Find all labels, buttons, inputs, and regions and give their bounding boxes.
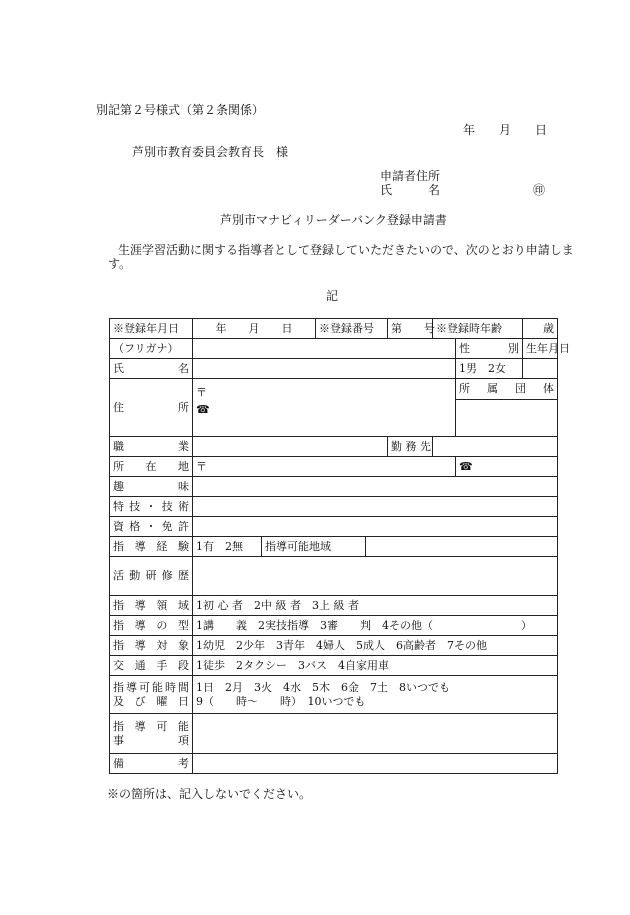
seal-mark: ㊞ — [533, 183, 546, 197]
skills-label: 特技・技術 — [110, 497, 193, 517]
time-label — [110, 676, 193, 714]
footer-note: ※の箇所は、記入しないでください。 — [107, 787, 312, 801]
remarks-label: 備 考 — [110, 754, 193, 774]
birthdate-field[interactable] — [523, 359, 558, 379]
target-options[interactable]: 1幼児 2少年 3青年 4婦人 5成人 6高齢者 7その他 — [193, 636, 558, 656]
hobby-label: 趣 味 — [110, 477, 193, 497]
time-options[interactable] — [193, 676, 558, 714]
reg-age-field[interactable]: 歳 — [523, 319, 558, 339]
occupation-label: 職 業 — [110, 437, 193, 457]
reg-age-label: ※登録時年齢 — [433, 319, 523, 339]
applicant-address-label: 申請者住所 — [380, 169, 441, 183]
experience-options[interactable]: 1有 2無 — [193, 537, 262, 557]
area-label: 指導可能地域 — [262, 537, 366, 557]
affiliation-label: 所 属 団 体 — [456, 379, 558, 400]
available-label-line-1: 指 導 可 能 — [113, 719, 189, 733]
intro-text-line-2: す。 — [108, 257, 132, 271]
form-code: 別記第２号様式（第２条関係） — [96, 103, 265, 117]
address-label: 住 所 — [110, 379, 193, 437]
application-date: 年 月 日 — [463, 123, 548, 137]
skills-field[interactable] — [193, 497, 558, 517]
time-options-line-1: 1日 2月 3火 4水 5木 6金 7土 8いつでも — [196, 680, 450, 694]
postal-mark-icon: 〒 — [196, 459, 207, 473]
applicant-name-label: 氏 名 — [380, 183, 441, 197]
location-phone-field[interactable] — [456, 457, 558, 477]
history-label: 活動研修歴 — [110, 557, 193, 596]
hobby-field[interactable] — [193, 477, 558, 497]
document-title: 芦別市マナビィリーダーバンク登録申請書 — [220, 213, 447, 227]
name-field[interactable] — [193, 359, 456, 379]
transport-label: 交通手段 — [110, 656, 193, 676]
experience-label: 指導経験 — [110, 537, 193, 557]
reg-number-field[interactable]: 第 号 — [388, 319, 433, 339]
available-label — [110, 714, 193, 754]
birthdate-label: 生年月日 — [523, 339, 558, 359]
intro-text-line-1: 生涯学習活動に関する指導者として登録していただきたいので、次のとおり申請しま — [106, 243, 574, 257]
license-label: 資格・免許 — [110, 517, 193, 537]
location-label: 所 在 地 — [110, 457, 193, 477]
furigana-field[interactable] — [193, 339, 456, 359]
area-field[interactable] — [366, 537, 558, 557]
transport-options[interactable]: 1徒歩 2タクシー 3バス 4自家用車 — [193, 656, 558, 676]
reg-date-field[interactable]: 年 月 日 — [193, 319, 316, 339]
workplace-field[interactable] — [433, 437, 558, 457]
license-field[interactable] — [193, 517, 558, 537]
registration-form-table — [109, 318, 570, 774]
ki-heading: 記 — [326, 289, 339, 303]
furigana-label: （フリガナ） — [110, 339, 193, 359]
phone-icon: ☎ — [196, 402, 210, 416]
affiliation-field[interactable] — [456, 400, 558, 437]
target-label: 指導対象 — [110, 636, 193, 656]
time-options-line-2: 9（ 時〜 時） 10いつでも — [196, 694, 366, 708]
time-label-line-1: 指導可能時間 — [113, 680, 189, 694]
reg-number-label: ※登録番号 — [316, 319, 388, 339]
available-label-line-2: 事 項 — [113, 733, 189, 747]
domain-options[interactable]: 1初 心 者 2中 級 者 3上 級 者 — [193, 596, 558, 616]
location-postal-field[interactable] — [193, 457, 456, 477]
type-options[interactable]: 1講 義 2実技指導 3審 判 4その他（ ） — [193, 616, 558, 636]
address-field[interactable] — [193, 379, 456, 437]
occupation-field[interactable] — [193, 437, 388, 457]
available-field[interactable] — [193, 714, 558, 754]
name-label: 氏 名 — [110, 359, 193, 379]
history-field[interactable] — [193, 557, 558, 596]
domain-label: 指導領域 — [110, 596, 193, 616]
phone-icon: ☎ — [459, 459, 473, 473]
type-label: 指導の型 — [110, 616, 193, 636]
workplace-label: 勤 務 先 — [388, 437, 433, 457]
addressee: 芦別市教育委員会教育長 様 — [132, 145, 289, 159]
gender-label: 性 別 — [456, 339, 523, 359]
time-label-line-2: 及 び 曜 日 — [113, 694, 189, 708]
gender-options[interactable]: 1男 2女 — [456, 359, 523, 379]
reg-date-label: ※登録年月日 — [110, 319, 193, 339]
remarks-field[interactable] — [193, 754, 558, 774]
postal-mark-icon: 〒 — [196, 386, 207, 399]
